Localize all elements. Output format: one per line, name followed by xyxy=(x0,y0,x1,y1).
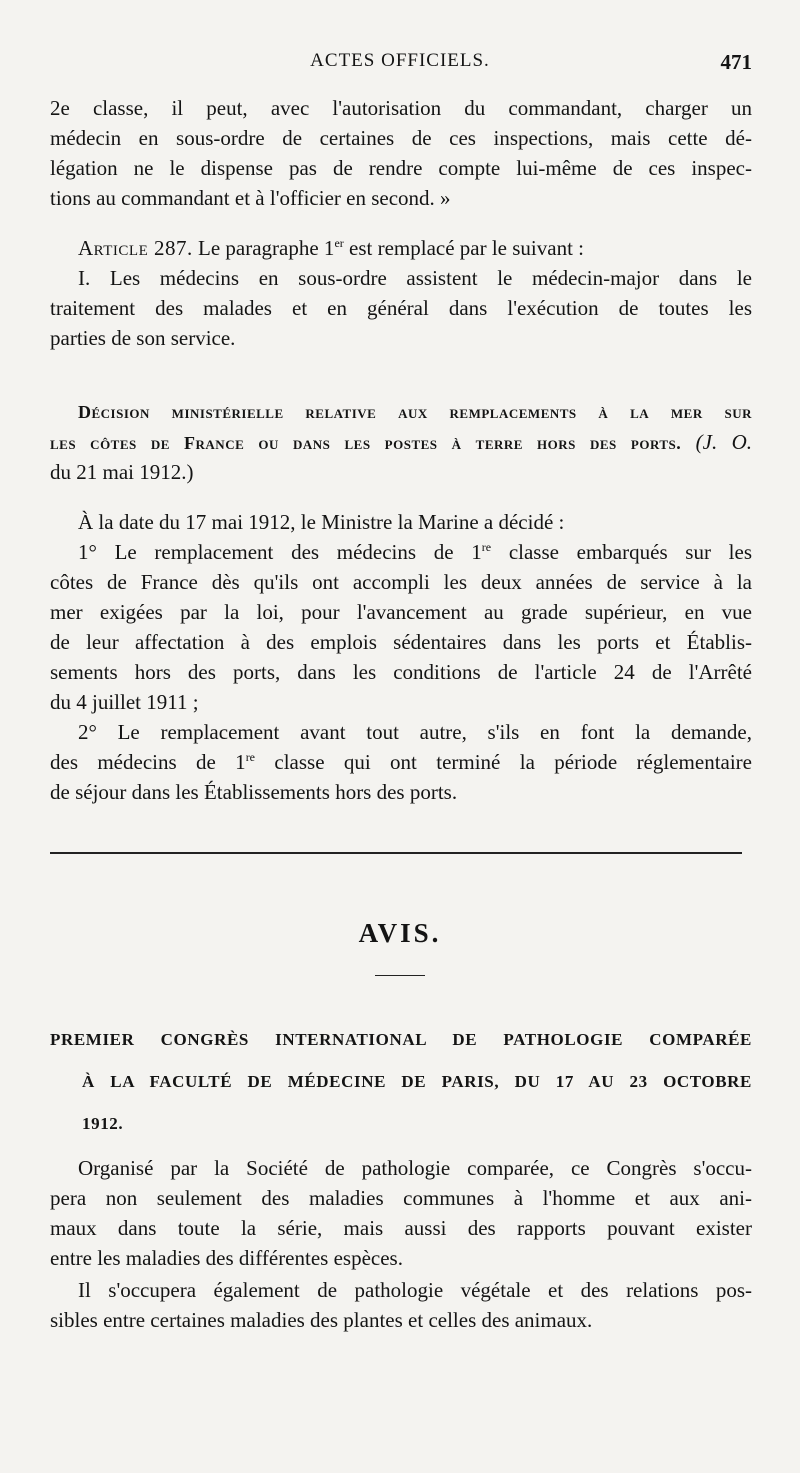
item-1-line xyxy=(50,537,752,567)
section-divider xyxy=(50,852,742,854)
superscript: er xyxy=(334,236,344,250)
avis-paragraph-1 xyxy=(50,1153,752,1273)
superscript: re xyxy=(481,540,492,554)
decision-body xyxy=(50,507,752,807)
superscript: re xyxy=(245,750,256,764)
article-text: Le paragraphe 1 xyxy=(198,236,335,260)
congress-title-line: PREMIER CONGRÈS INTERNATIONAL DE PATHOLOGIE COMPARÉE xyxy=(50,1030,752,1049)
item-2-line xyxy=(50,747,752,777)
congress-title xyxy=(50,1019,752,1145)
text-line: Organisé par la Société de pathologie comparée, ce Congrès s'occu- xyxy=(78,1156,752,1180)
item-1-line: du 4 juillet 1911 ; xyxy=(50,690,199,714)
decision-title-line xyxy=(50,427,752,457)
text-line: parties de son service. xyxy=(50,326,236,350)
text-line: légation ne le dispense pas de rendre compte lui-même de ces inspec- xyxy=(50,156,752,180)
congress-title-line: 1912. xyxy=(82,1114,124,1133)
article-text: est remplacé par le suivant : xyxy=(349,236,585,260)
journal-reference: (J. O. xyxy=(695,430,752,454)
text-line: médecin en sous-ordre de certaines de ces inspections, mais cette dé- xyxy=(50,126,752,150)
item-1-line: de leur affectation à des emplois sédentaires dans les ports et Établis- xyxy=(50,630,752,654)
avis-heading: AVIS. xyxy=(358,918,442,948)
avis-paragraph-2 xyxy=(50,1275,752,1335)
text-line: 2e classe, il peut, avec l'autorisation du commandant, charger un xyxy=(50,96,752,120)
carryover-paragraph xyxy=(50,93,752,213)
congress-title-line: À LA FACULTÉ DE MÉDECINE DE PARIS, DU 17 AU 23 OCTOBRE xyxy=(82,1072,752,1091)
running-header xyxy=(0,50,800,80)
text-line: maux dans toute la série, mais aussi des rapports pouvant exister xyxy=(50,1216,752,1240)
item-1-line: sements hors des ports, dans les conditions de l'article 24 de l'Arrêté xyxy=(50,660,752,684)
decision-title xyxy=(50,397,752,487)
item-1-line: mer exigées par la loi, pour l'avancement au grade supérieur, en vue xyxy=(50,600,752,624)
text-line: pera non seulement des maladies communes à l'homme et aux ani- xyxy=(50,1186,752,1210)
item-2-text: des médecins de 1 xyxy=(50,750,246,774)
article-heading-line xyxy=(50,233,752,263)
text-line: Il s'occupera également de pathologie végétale et des relations pos- xyxy=(78,1278,752,1302)
decision-title-text: les côtes de France ou dans les postes à terre hors des ports. xyxy=(50,433,682,453)
decision-intro: À la date du 17 mai 1912, le Ministre la Marine a décidé : xyxy=(78,510,565,534)
text-line: traitement des malades et en général dans l'exécution de toutes les xyxy=(50,296,752,320)
article-label: Article 287. xyxy=(78,236,193,260)
heading-underline xyxy=(375,975,425,976)
item-2-text: classe qui ont terminé la période réglementaire xyxy=(274,750,752,774)
item-1-text: classe embarqués sur les xyxy=(508,540,752,564)
page-number: 471 xyxy=(720,50,752,74)
item-1-line: côtes de France dès qu'ils ont accompli les deux années de service à la xyxy=(50,570,752,594)
item-2-line: 2° Le remplacement avant tout autre, s'ils en font la demande, xyxy=(78,720,752,744)
article-287 xyxy=(50,233,752,353)
text-line: I. Les médecins en sous-ordre assistent le médecin-major dans le xyxy=(78,266,752,290)
item-1-text: 1° Le remplacement des médecins de 1 xyxy=(78,540,482,564)
decision-title-line: Décision ministérielle relative aux remplacements à la mer sur xyxy=(78,402,752,422)
running-title: ACTES OFFICIELS. xyxy=(310,50,490,71)
item-2-line: de séjour dans les Établissements hors des ports. xyxy=(50,780,458,804)
text-line: tions au commandant et à l'officier en second. » xyxy=(50,186,451,210)
text-line: sibles entre certaines maladies des plantes et celles des animaux. xyxy=(50,1308,593,1332)
text-line: entre les maladies des différentes espèces. xyxy=(50,1246,403,1270)
decision-title-line: du 21 mai 1912.) xyxy=(50,460,194,484)
